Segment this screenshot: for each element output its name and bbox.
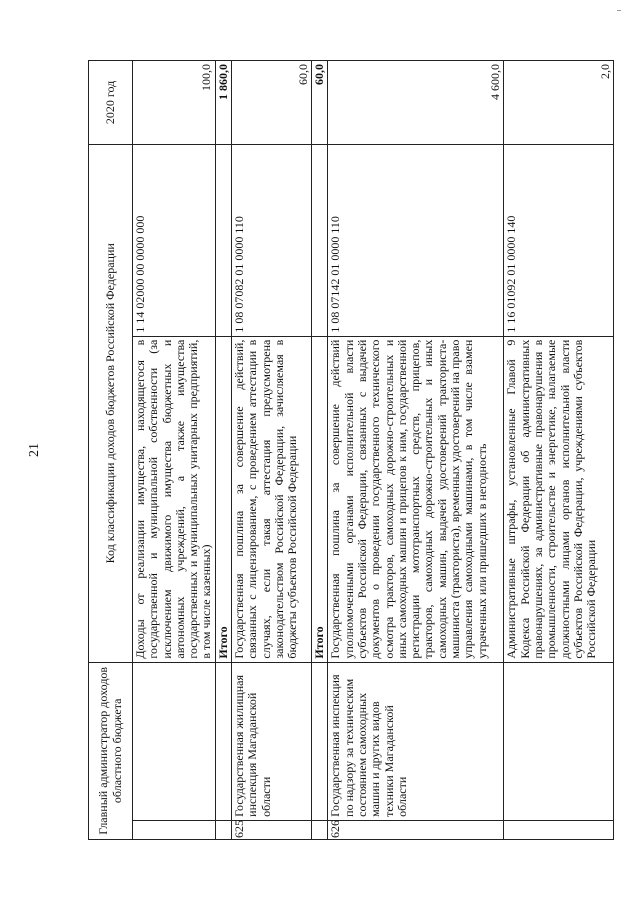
page-number: 21 (27, 443, 42, 457)
table-row (504, 61, 614, 840)
rotated-table-wrapper (88, 60, 614, 840)
total-label: Итого (312, 336, 328, 662)
row-admin (504, 662, 614, 820)
row-description: Административные штрафы, установленные Главой 9 Кодекса Российской Федерации об административных правонарушениях, за административные правонарушения в промышленности, строительстве и энергетике, налагаемые должностными лицами органов исполнительной власти субъектов Российской Федерации, учреждениями субъектов Российской Федерации (504, 336, 614, 662)
row-number (133, 820, 216, 839)
row-description: Государственная пошлина за совершение действий уполномоченными органами исполнительной власти субъектов Российской Федерации, связанных с выдачей документов о проведении государственного технического осмотра тракторов, самоходных дорожно-строительных и иных самоходных машин и прицепов к ним, государственной регистрации мототранспортных средств, прицепов, тракторов, самоходных дорожно-строительных и иных самоходных машин, выдачей удостоверений тракториста-машиниста (тракториста), временных удостоверений на право управления самоходными машинами, в том числе взамен утраченных или пришедших в негодность (328, 336, 504, 662)
total-label: Итого (215, 336, 231, 662)
row-value: 4 600,0 (328, 61, 504, 145)
row-admin: Государственная жилищная инспекция Магаданской области (232, 662, 312, 820)
row-admin (133, 662, 216, 820)
table-row (232, 61, 312, 840)
row-description: Доходы от реализации имущества, находящегося в государственной и муниципальной собственности (за исключением движимого имущества бюджетных и автономных учреждений, а также имущества государственных и муниципальных унитарных предприятий, в том числе казенных) (133, 336, 216, 662)
row-number: 625 (232, 820, 312, 839)
table-row (328, 61, 504, 840)
header-year: 2020 год (89, 61, 133, 145)
row-code: 1 08 07082 01 0000 110 (232, 144, 312, 336)
row-number: 626 (328, 820, 504, 839)
row-number (504, 820, 614, 839)
row-code: 1 16 01092 01 0000 140 (504, 144, 614, 336)
header-code: Код классификации доходов бюджетов Российской Федерации (89, 144, 133, 662)
total-row (312, 61, 328, 840)
row-admin: Государственная инспекция по надзору за техническим состоянием самоходных машин и других видов техники Магаданской области (328, 662, 504, 820)
row-value: 2,0 (504, 61, 614, 145)
table-header-row (89, 61, 133, 840)
row-code: 1 14 02000 00 0000 000 (133, 144, 216, 336)
row-value: 100,0 (133, 61, 216, 145)
total-value: 60,0 (312, 61, 328, 145)
row-code: 1 08 07142 01 0000 110 (328, 144, 504, 336)
revenue-classification-table (88, 60, 614, 840)
row-value: 60,0 (232, 61, 312, 145)
table-row (133, 61, 216, 840)
header-admin: Главный администратор доходов областного бюджета (89, 662, 133, 839)
corner-mark (617, 10, 621, 11)
total-value: 1 860,0 (215, 61, 231, 145)
row-description: Государственная пошлина за совершение действий, связанных с лицензированием, с проведением аттестации в случаях, если такая аттестация предусмотрена законодательством Российской Федерации, зачисляемая в бюджеты субъектов Российской Федерации (232, 336, 312, 662)
total-row (215, 61, 231, 840)
